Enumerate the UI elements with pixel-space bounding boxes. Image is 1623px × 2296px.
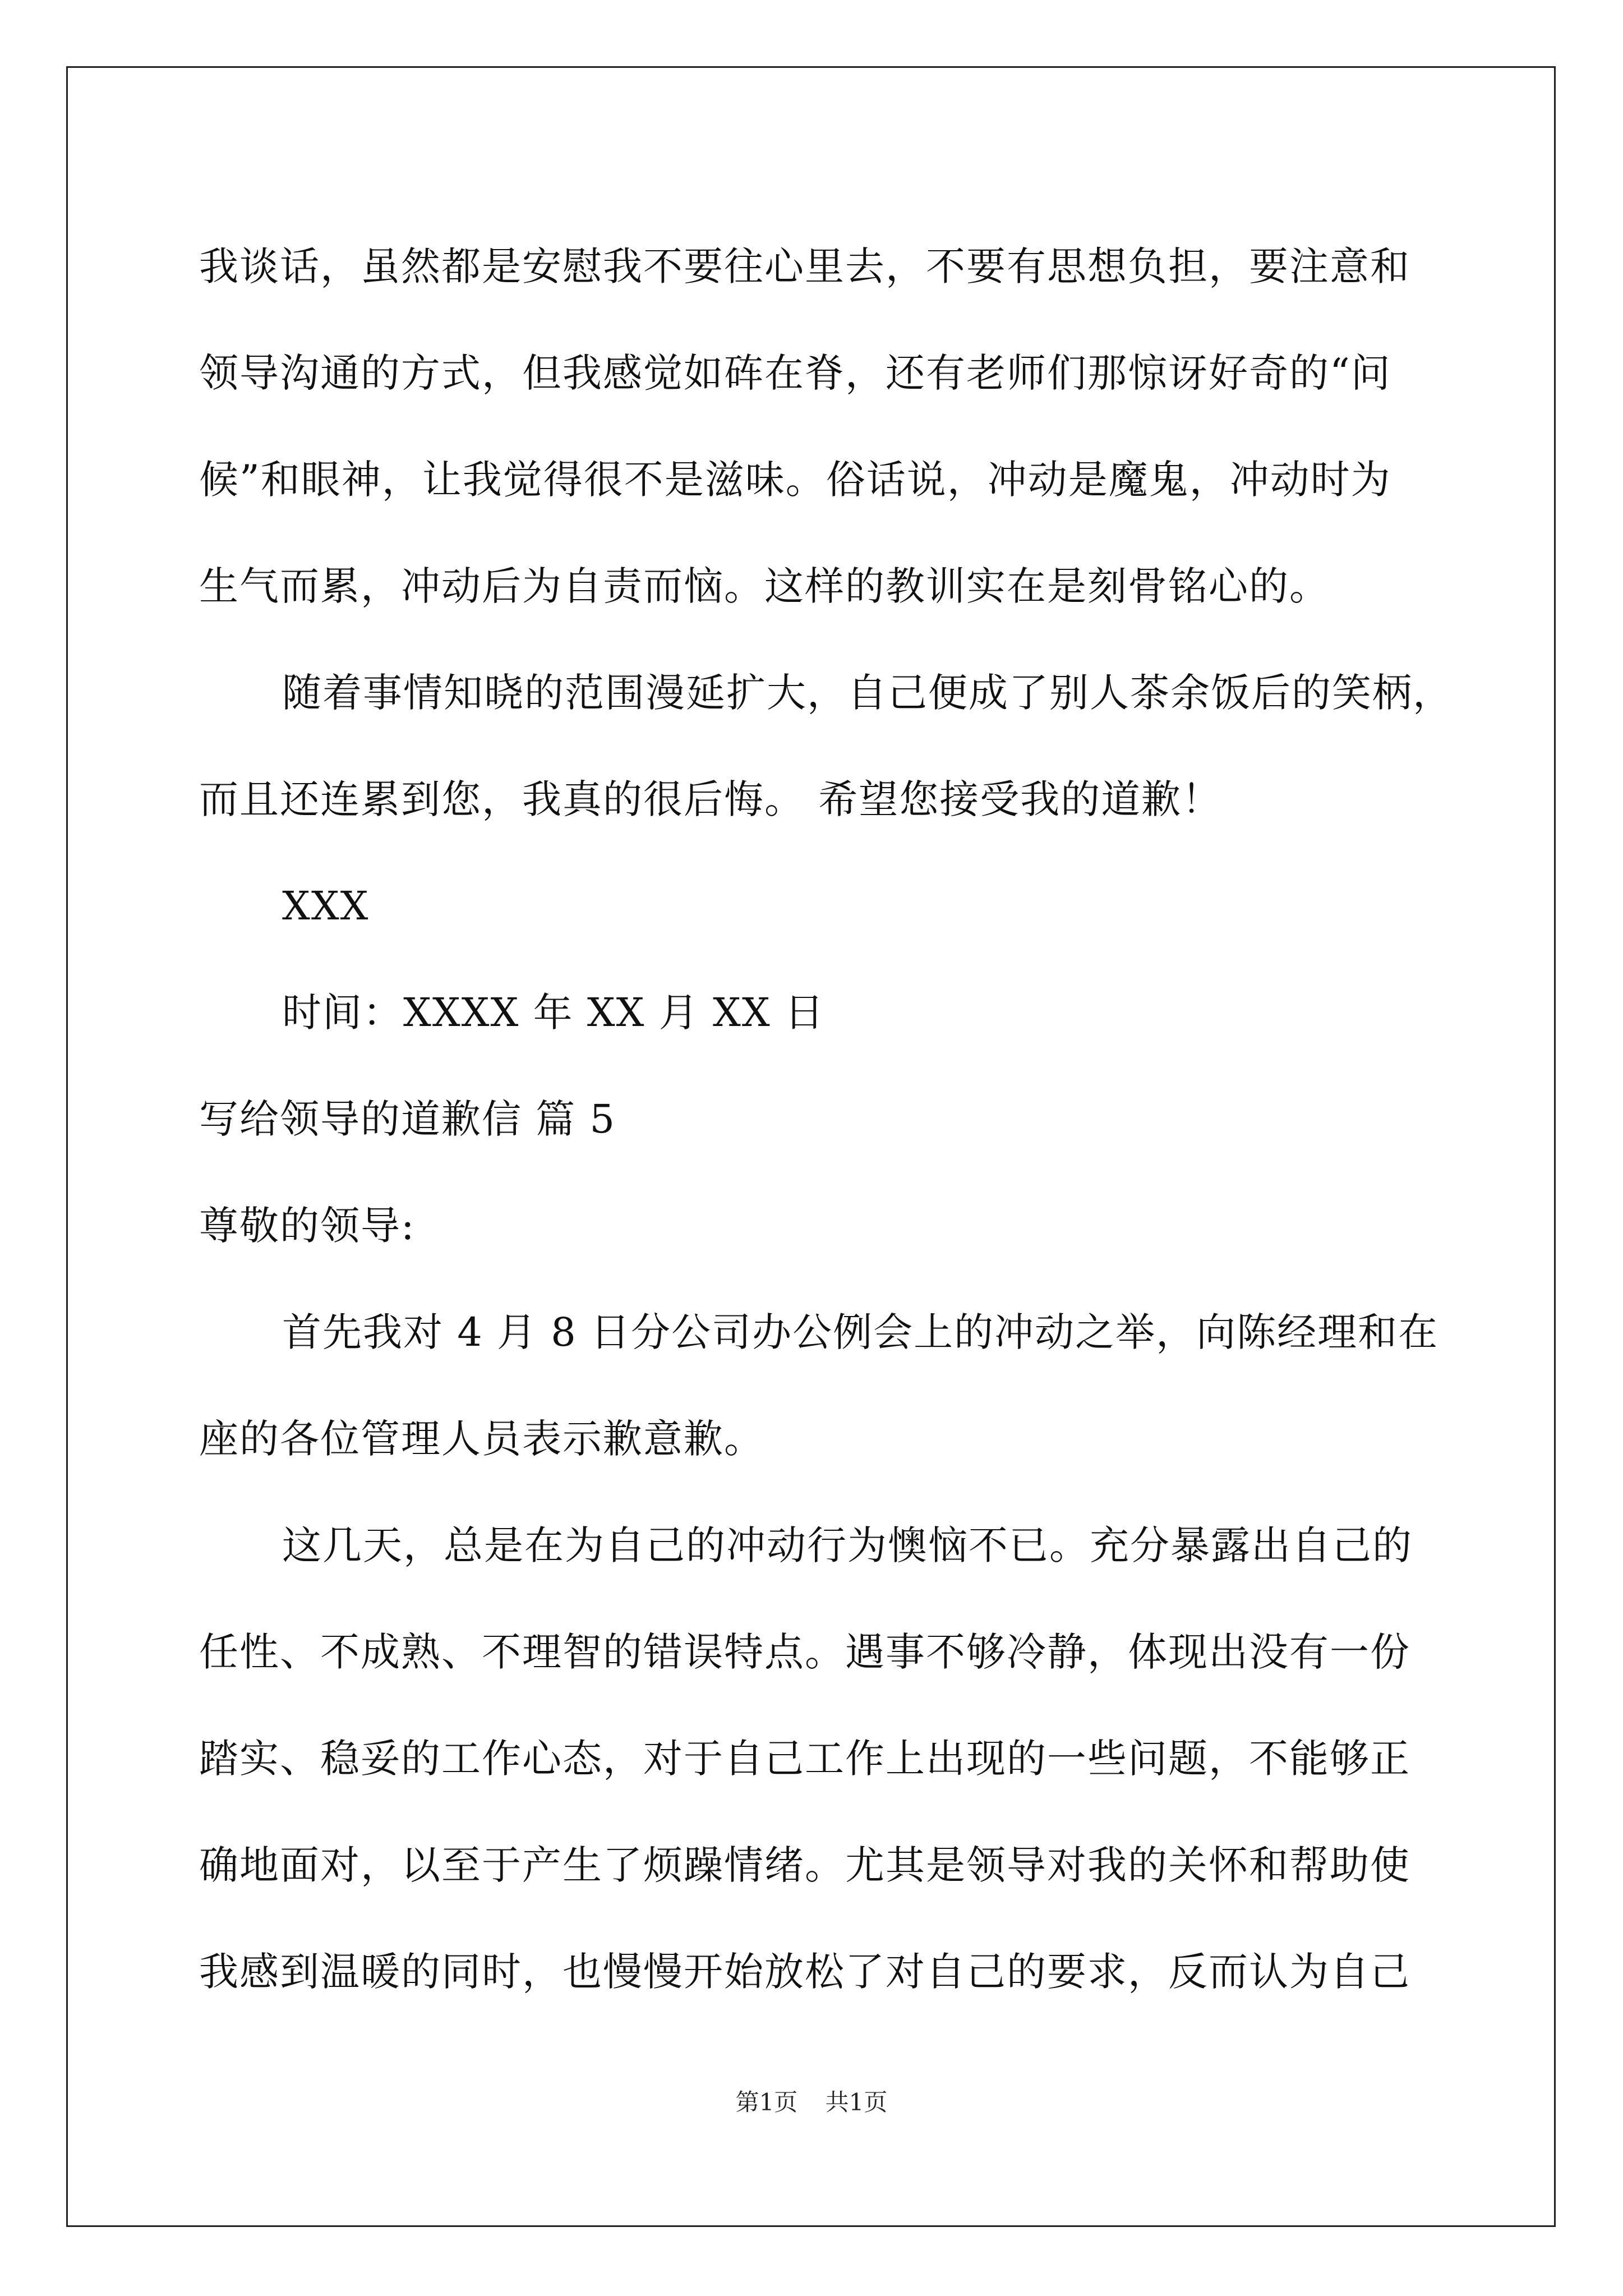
document-body [199, 213, 1453, 2025]
text-line: 候”和眼神，让我觉得很不是滋味。俗话说，冲动是魔鬼，冲动时为 [199, 457, 1391, 503]
salutation: 尊敬的领导: [199, 1203, 416, 1249]
text-line: 领导沟通的方式，但我感觉如砗在脊，还有老师们那惊讶好奇的“问 [199, 350, 1391, 396]
text-line: 生气而累，冲动后为自责而恼。这样的教训实在是刻骨铭心的。 [199, 563, 1330, 609]
text-line: 踏实、稳妥的工作心态，对于自己工作上出现的一些问题，不能够正 [199, 1736, 1410, 1782]
text-line: 我感到温暖的同时，也慢慢开始放松了对自己的要求，反而认为自己 [199, 1949, 1410, 1995]
page-number-current: 第1页 [735, 2088, 798, 2116]
paragraph-start-line: 这几天，总是在为自己的冲动行为懊恼不已。充分暴露出自己的 [282, 1522, 1413, 1568]
page-number-total: 共1页 [825, 2088, 888, 2116]
section-heading: 写给领导的道歉信 篇 5 [199, 1096, 616, 1142]
paragraph-start-line: 首先我对 4 月 8 日分公司办公例会上的冲动之举，向陈经理和在 [282, 1309, 1439, 1355]
signature-date: 时间：XXXX 年 XX 月 XX 日 [282, 990, 825, 1036]
page-footer [0, 2086, 1623, 2119]
text-line: 而且还连累到您，我真的很后悔。 希望您接受我的道歉！ [199, 776, 1223, 822]
text-line: 任性、不成熟、不理智的错误特点。遇事不够冷静，体现出没有一份 [199, 1629, 1410, 1675]
signature-name: XXX [282, 883, 370, 929]
text-line: 座的各位管理人员表示歉意歉。 [199, 1416, 764, 1462]
text-line: 我谈话，虽然都是安慰我不要往心里去，不要有思想负担，要注意和 [199, 243, 1410, 289]
paragraph-start-line: 随着事情知晓的范围漫延扩大，自己便成了别人茶余饭后的笑柄， [282, 670, 1453, 716]
text-line: 确地面对，以至于产生了烦躁情绪。尤其是领导对我的关怀和帮助使 [199, 1842, 1410, 1888]
